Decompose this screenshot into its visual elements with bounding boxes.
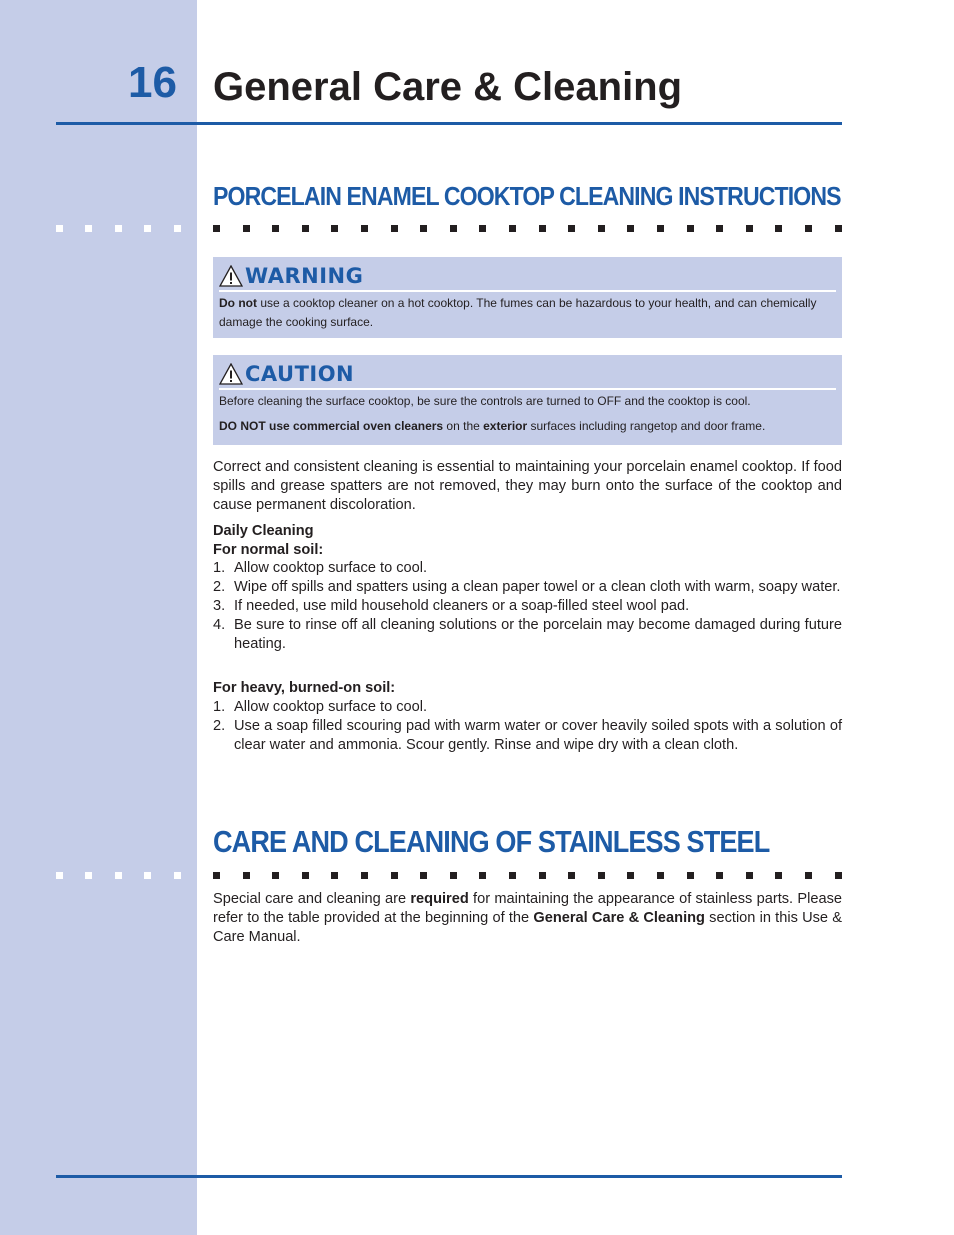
divider-dot xyxy=(657,872,664,879)
list-item xyxy=(213,578,842,597)
divider-dot xyxy=(331,872,338,879)
caution-header xyxy=(219,359,354,389)
divider-dot xyxy=(391,872,398,879)
divider-dot xyxy=(775,872,782,879)
divider-dot xyxy=(420,872,427,879)
text-run-bold: General Care & Cleaning xyxy=(533,910,705,926)
step-text: Wipe off spills and spatters using a clean paper towel or a clean cloth with warm, soapy water. xyxy=(234,579,841,595)
footer-rule xyxy=(56,1175,842,1178)
caution-end: surfaces including rangetop and door frame. xyxy=(527,419,766,433)
divider-dot xyxy=(479,872,486,879)
sidebar-band xyxy=(0,0,197,1235)
divider-dot xyxy=(272,225,279,232)
divider-dot xyxy=(391,225,398,232)
intro-paragraph: Correct and consistent cleaning is essential to maintaining your porcelain enamel cooktop. If food spills and grease spatters are not removed, they may burn onto the surface of the cooktop and cause permanent discoloration. xyxy=(213,459,842,513)
warning-text xyxy=(219,294,832,332)
warning-body: use a cooktop cleaner on a hot cooktop. The fumes can be hazardous to your health, and can chemically damage the cooking surface. xyxy=(219,296,817,329)
normal-soil-steps xyxy=(213,559,842,654)
divider-dot xyxy=(174,872,181,879)
text-run: section in this Use & Care Manual. xyxy=(213,910,842,945)
step-text: Use a soap filled scouring pad with warm water or cover heavily soiled spots with a solution of clear water and ammonia. Scour gently. Rinse and wipe dry with a clean cloth. xyxy=(234,718,842,753)
divider-dot xyxy=(539,872,546,879)
step-text: Be sure to rinse off all cleaning solutions or the porcelain may become damaged during future heating. xyxy=(234,617,842,652)
page-title: General Care & Cleaning xyxy=(213,65,683,109)
divider-dot xyxy=(213,225,220,232)
divider-dot xyxy=(174,225,181,232)
divider-dot xyxy=(775,225,782,232)
divider-dot xyxy=(805,225,812,232)
list-item xyxy=(213,717,842,755)
divider-dot xyxy=(716,872,723,879)
divider-dot xyxy=(835,872,842,879)
step-number: 3. xyxy=(213,598,226,614)
normal-soil-label: For normal soil: xyxy=(213,542,324,558)
divider-dot xyxy=(243,872,250,879)
step-number: 2. xyxy=(213,718,226,734)
divider-dot xyxy=(568,225,575,232)
text-run: Special care and cleaning are xyxy=(213,891,411,907)
divider-dot xyxy=(56,872,63,879)
text-run-bold: required xyxy=(410,891,469,907)
divider-dot xyxy=(509,225,516,232)
step-text: If needed, use mild household cleaners or a soap-filled steel wool pad. xyxy=(234,598,690,614)
section-heading-porcelain: PORCELAIN ENAMEL COOKTOP CLEANING INSTRUCTIONS xyxy=(213,181,841,211)
divider-dot xyxy=(115,872,122,879)
list-item xyxy=(213,616,842,654)
stainless-paragraph xyxy=(213,890,842,947)
header-rule xyxy=(56,122,842,125)
heavy-soil-label: For heavy, burned-on soil: xyxy=(213,680,396,696)
section-heading-stainless: CARE AND CLEANING OF STAINLESS STEEL xyxy=(213,824,770,859)
step-number: 1. xyxy=(213,699,226,715)
divider-dot xyxy=(805,872,812,879)
warning-label: WARNING xyxy=(245,264,364,288)
list-item xyxy=(213,597,842,616)
divider-dot xyxy=(450,225,457,232)
divider-dot xyxy=(272,872,279,879)
divider-dot xyxy=(835,225,842,232)
divider-dot xyxy=(598,872,605,879)
divider-dot xyxy=(361,872,368,879)
divider-dot xyxy=(627,225,634,232)
caution-line-2 xyxy=(219,417,832,436)
divider-dot xyxy=(243,225,250,232)
divider-dot xyxy=(657,225,664,232)
list-item xyxy=(213,559,842,578)
caution-box xyxy=(213,355,842,445)
divider-dot xyxy=(213,872,220,879)
divider-dot xyxy=(687,225,694,232)
caution-underline xyxy=(219,388,836,390)
step-text: Allow cooktop surface to cool. xyxy=(234,560,428,576)
caution-mid: on the xyxy=(443,419,484,433)
caution-line-1: Before cleaning the surface cooktop, be sure the controls are turned to OFF and the cooktop is cool. xyxy=(219,394,751,408)
warning-header xyxy=(219,261,363,291)
warning-triangle-icon xyxy=(219,265,243,287)
divider-dot xyxy=(687,872,694,879)
list-item xyxy=(213,698,842,717)
divider-dot xyxy=(331,225,338,232)
caution-bold-2: exterior xyxy=(483,419,528,433)
divider-dot xyxy=(568,872,575,879)
caution-triangle-icon xyxy=(219,363,243,385)
divider-dot xyxy=(598,225,605,232)
divider-dot xyxy=(85,225,92,232)
divider-dot xyxy=(716,225,723,232)
divider-dot xyxy=(450,872,457,879)
divider-dot xyxy=(56,225,63,232)
warning-bold-lead: Do not xyxy=(219,296,257,310)
divider-dot xyxy=(144,872,151,879)
text-run: for maintaining the appearance of stainless parts. Please refer to the table provided at the beginning of the xyxy=(213,891,842,926)
step-number: 4. xyxy=(213,617,226,633)
divider-dot xyxy=(144,225,151,232)
warning-underline xyxy=(219,290,836,292)
caution-bold-1: DO NOT use commercial oven cleaners xyxy=(219,419,444,433)
daily-cleaning-label: Daily Cleaning xyxy=(213,523,314,539)
divider-dot xyxy=(361,225,368,232)
divider-dot xyxy=(302,872,309,879)
divider-dot xyxy=(539,225,546,232)
divider-dot xyxy=(479,225,486,232)
page-number: 16 xyxy=(128,58,177,107)
caution-label: CAUTION xyxy=(245,362,355,386)
warning-box xyxy=(213,257,842,338)
step-number: 2. xyxy=(213,579,226,595)
step-text: Allow cooktop surface to cool. xyxy=(234,699,428,715)
divider-dot xyxy=(746,872,753,879)
divider-dot xyxy=(627,872,634,879)
divider-dot xyxy=(746,225,753,232)
divider-dot xyxy=(85,872,92,879)
step-number: 1. xyxy=(213,560,226,576)
divider-dot xyxy=(509,872,516,879)
divider-dot xyxy=(115,225,122,232)
heavy-soil-steps xyxy=(213,698,842,755)
divider-dot xyxy=(302,225,309,232)
divider-dot xyxy=(420,225,427,232)
